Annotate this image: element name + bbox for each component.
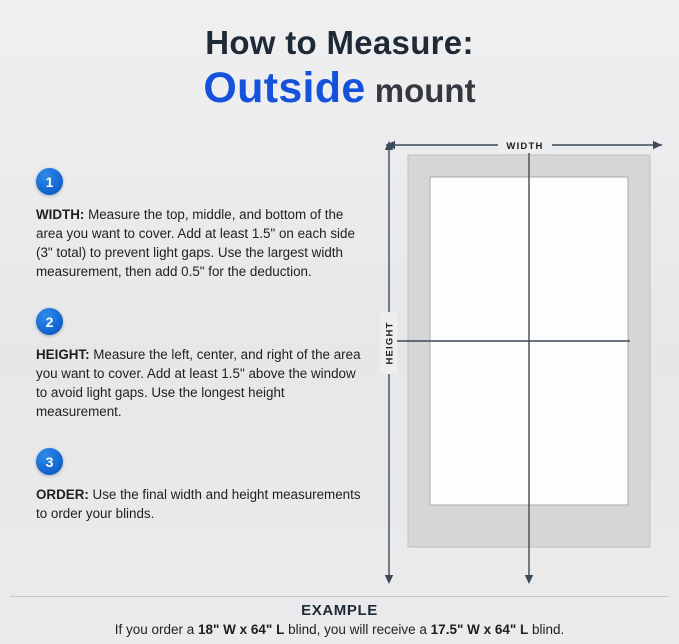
width-arrowhead-right [653,141,662,149]
title-accent: Outside [203,63,366,112]
center-arrowhead-bottom [525,575,533,584]
example-section [0,602,679,637]
step-2-label: HEIGHT: [36,347,90,362]
title-line1: How to Measure: [205,24,474,61]
step-1-text [36,205,366,281]
example-ordered-size: 18" W x 64" L [198,622,285,637]
step-1-number-badge: 1 [36,168,63,195]
example-suffix: blind. [528,622,565,637]
title-line2 [0,64,679,113]
step-2-text [36,345,366,421]
height-arrowhead-bottom [385,575,393,584]
step-1 [36,168,366,281]
width-label: WIDTH [506,141,544,152]
example-prefix: If you order a [114,622,198,637]
step-3-text [36,485,366,523]
window-diagram [372,128,672,596]
footer-divider [10,596,669,597]
example-middle: blind, you will receive a [284,622,431,637]
step-3-label: ORDER: [36,487,89,502]
example-sentence [0,622,679,637]
step-2-number-badge: 2 [36,308,63,335]
step-2 [36,308,366,421]
step-3 [36,448,366,523]
step-2-body: Measure the left, center, and right of the area you want to cover. Add at least 1.5" above the window to avoid light gaps. Use the longest height measurement. [36,347,361,420]
title-rest: mount [365,71,476,109]
step-3-body: Use the final width and height measurements to order your blinds. [36,487,361,522]
height-label: HEIGHT [384,321,396,365]
page-title [0,24,679,113]
step-1-body: Measure the top, middle, and bottom of the area you want to cover. Add at least 1.5" on each side (3" total) to prevent light gaps. Use the largest width measurement, then add 0.5" for the deduction. [36,207,355,280]
example-heading: EXAMPLE [301,602,378,619]
step-1-label: WIDTH: [36,207,85,222]
step-3-number-badge: 3 [36,448,63,475]
example-received-size: 17.5" W x 64" L [430,622,529,637]
